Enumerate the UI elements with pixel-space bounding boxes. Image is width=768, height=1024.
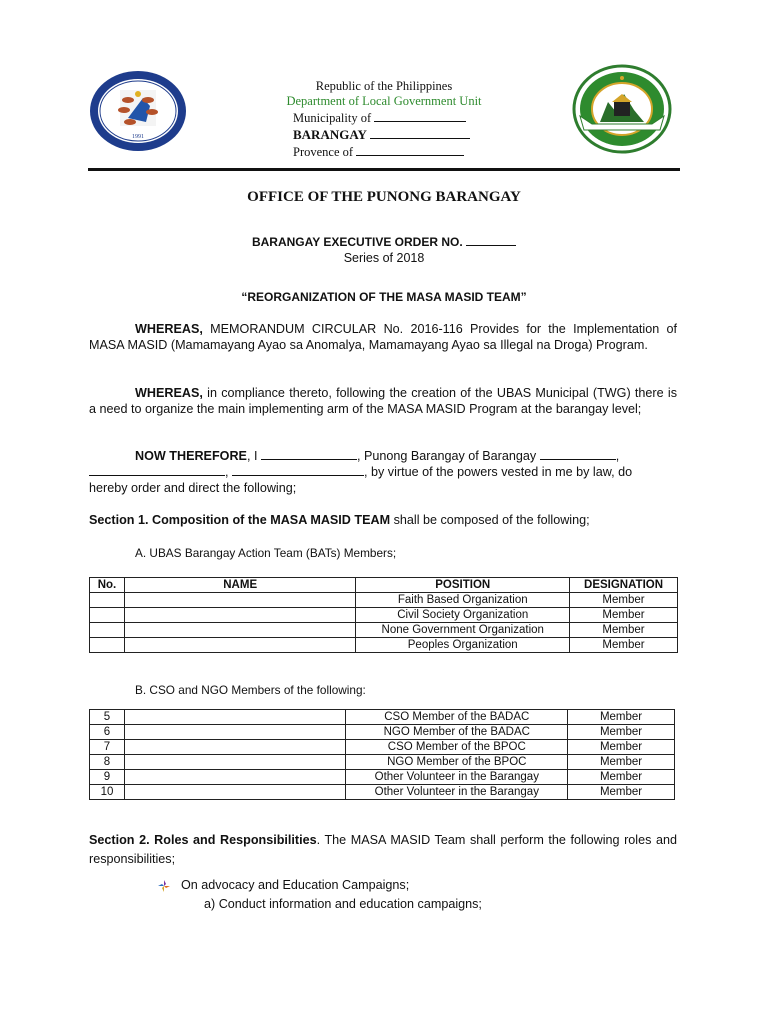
section-2-rest: . The MASA MASID Team shall perform the following roles and responsibilities; — [89, 833, 677, 866]
cell-position: None Government Organization — [356, 623, 570, 638]
cell-designation: Member — [570, 608, 678, 623]
header-position: POSITION — [356, 578, 570, 593]
whereas-1-lead: WHEREAS, — [135, 322, 203, 336]
cell-name — [124, 593, 355, 608]
sub-item-a: a) Conduct information and education campaigns; — [204, 897, 482, 911]
cell-position: CSO Member of the BPOC — [346, 740, 568, 755]
cell-no — [90, 593, 125, 608]
barangay-blank — [370, 128, 470, 139]
cell-name — [124, 608, 355, 623]
table-row — [90, 770, 675, 785]
header-republic: Republic of the Philippines — [315, 79, 453, 93]
header-municipality — [293, 111, 466, 126]
barangay-name-blank — [540, 449, 616, 460]
header-name: NAME — [124, 578, 355, 593]
whereas-paragraph-1 — [89, 321, 677, 353]
now-therefore-lead: NOW THEREFORE — [135, 449, 247, 463]
cell-no: 5 — [90, 710, 125, 725]
cell-no: 8 — [90, 755, 125, 770]
punong-barangay-name-blank — [261, 449, 357, 460]
cell-designation: Member — [568, 770, 675, 785]
order-subject: “REORGANIZATION OF THE MASA MASID TEAM” — [241, 290, 527, 304]
cso-ngo-members-table — [89, 709, 675, 800]
header-no: No. — [90, 578, 125, 593]
cell-designation: Member — [570, 593, 678, 608]
cell-name — [124, 725, 346, 740]
table-row — [90, 710, 675, 725]
cell-name — [124, 755, 346, 770]
table-row — [90, 740, 675, 755]
cell-position: Other Volunteer in the Barangay — [346, 770, 568, 785]
municipality-name-blank — [89, 465, 225, 476]
executive-order-title — [0, 235, 768, 249]
cell-name — [124, 785, 346, 800]
header-municipality-label: Municipality of — [293, 111, 372, 125]
cell-position: CSO Member of the BADAC — [346, 710, 568, 725]
now-therefore-line-1 — [135, 449, 619, 463]
cell-position: NGO Member of the BPOC — [346, 755, 568, 770]
bats-members-table — [89, 577, 678, 653]
header-province-label: Provence of — [293, 145, 354, 159]
cell-name — [124, 770, 346, 785]
municipality-blank — [374, 111, 466, 122]
table-row — [90, 785, 675, 800]
cell-no — [90, 608, 125, 623]
now-therefore-t3: , — [615, 449, 620, 463]
now-therefore-line-2 — [89, 465, 677, 479]
executive-order-label: BARANGAY EXECUTIVE ORDER NO. — [251, 235, 463, 249]
cell-no: 6 — [90, 725, 125, 740]
header-rule — [88, 168, 680, 171]
header-province — [293, 145, 464, 160]
cell-no: 7 — [90, 740, 125, 755]
cell-position: Peoples Organization — [356, 638, 570, 653]
cell-designation: Member — [570, 638, 678, 653]
series: Series of 2018 — [343, 251, 425, 265]
list-item-a: A. UBAS Barangay Action Team (BATs) Members; — [135, 546, 397, 560]
list-item-b: B. CSO and NGO Members of the following: — [135, 683, 366, 697]
section-1-rest: shall be composed of the following; — [390, 513, 590, 527]
section-1-bold: Section 1. Composition of the MASA MASID TEAM — [89, 513, 391, 527]
now-therefore-t4: , — [225, 465, 229, 479]
table-row — [90, 725, 675, 740]
table-row — [90, 593, 678, 608]
whereas-1-text: MEMORANDUM CIRCULAR No. 2016-116 Provides for the Implementation of MASA MASID (Mamamayang Ayao sa Anomalya, Mamamayang Ayao sa Illegal na Droga) Program. — [89, 322, 677, 352]
now-therefore-line-3: hereby order and direct the following; — [89, 481, 297, 495]
section-2-heading — [89, 831, 677, 869]
table-row — [90, 623, 678, 638]
header-barangay-label: BARANGAY — [293, 127, 367, 142]
diamond-bullet-icon — [158, 880, 170, 892]
province-blank — [356, 145, 464, 156]
cell-position: Civil Society Organization — [356, 608, 570, 623]
cell-name — [124, 740, 346, 755]
table-row — [90, 608, 678, 623]
table-row — [90, 638, 678, 653]
cell-position: NGO Member of the BADAC — [346, 725, 568, 740]
now-therefore-t2: , Punong Barangay of Barangay — [356, 449, 537, 463]
section-2-bold: Section 2. Roles and Responsibilities — [89, 833, 317, 847]
cell-name — [124, 638, 355, 653]
whereas-2-text: in compliance thereto, following the creation of the UBAS Municipal (TWG) there is a need to organize the main implementing arm of the MASA MASID Program at the barangay level; — [89, 386, 677, 416]
cell-designation: Member — [568, 725, 675, 740]
cell-no: 9 — [90, 770, 125, 785]
cell-position: Other Volunteer in the Barangay — [346, 785, 568, 800]
cell-designation: Member — [568, 710, 675, 725]
cell-position: Faith Based Organization — [356, 593, 570, 608]
municipality-seal — [572, 64, 672, 154]
whereas-paragraph-2 — [89, 385, 677, 417]
table-row — [90, 755, 675, 770]
cell-name — [124, 710, 346, 725]
now-therefore-t5: , by virtue of the powers vested in me by law, do — [364, 465, 633, 479]
bullet-advocacy: On advocacy and Education Campaigns; — [181, 878, 410, 892]
cell-designation: Member — [570, 623, 678, 638]
office-title: OFFICE OF THE PUNONG BARANGAY — [247, 189, 521, 205]
order-number-blank — [466, 235, 516, 246]
whereas-2-lead: WHEREAS, — [135, 386, 203, 400]
cell-designation: Member — [568, 740, 675, 755]
cell-no — [90, 638, 125, 653]
cell-designation: Member — [568, 785, 675, 800]
cell-no — [90, 623, 125, 638]
header-designation: DESIGNATION — [570, 578, 678, 593]
table-header-row — [90, 578, 678, 593]
section-1-heading — [89, 513, 590, 527]
province-name-blank — [232, 465, 364, 476]
now-therefore-t1: , I — [246, 449, 258, 463]
header-department: Department of Local Government Unit — [286, 94, 482, 108]
cell-designation: Member — [568, 755, 675, 770]
cell-no: 10 — [90, 785, 125, 800]
header-barangay — [293, 127, 470, 143]
cell-name — [124, 623, 355, 638]
svg-text:1991: 1991 — [132, 134, 144, 140]
